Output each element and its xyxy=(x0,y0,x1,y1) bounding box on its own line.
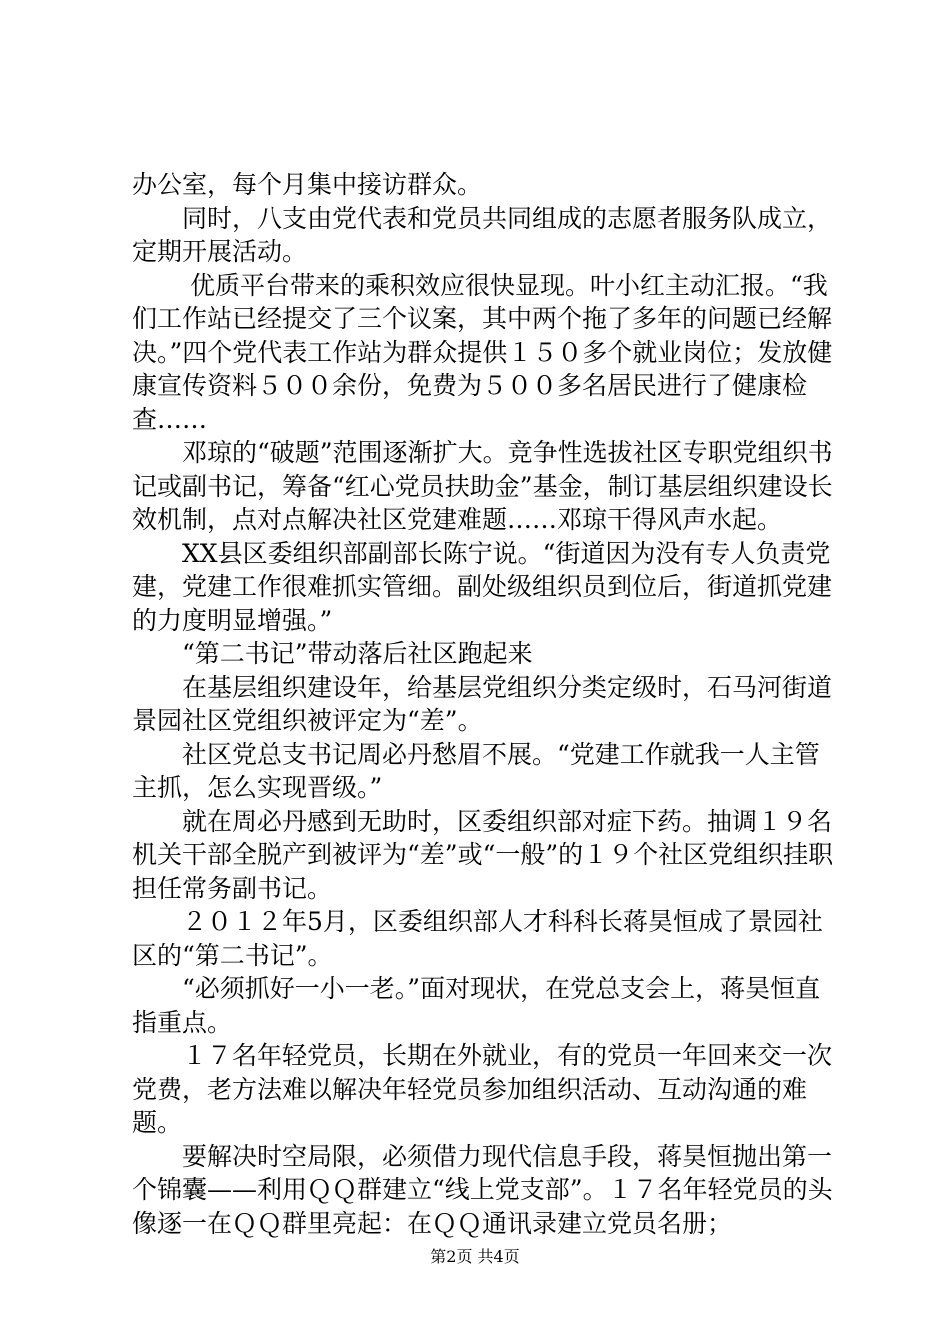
paragraph: 要解决时空局限，必须借力现代信息手段，蒋昊恒抛出第一个锦囊——利用ＱＱ群建立“线上党支部”。１７名年轻党员的头像逐一在ＱＱ群里亮起：在ＱＱ通讯录建立党员名册； xyxy=(132,1141,833,1238)
paragraph: 就在周必丹感到无助时，区委组织部对症下药。抽调１９名机关干部全脱产到被评为“差”或“一般”的１９个社区党组织挂职担任常务副书记。 xyxy=(132,806,834,903)
paragraph: 社区党总支书记周必丹愁眉不展。“党建工作就我一人主管主抓，怎么实现晋级。” xyxy=(132,739,820,802)
paragraph: 在基层组织建设年，给基层党组织分类定级时，石马河街道景园社区党组织被评定为“差”。 xyxy=(132,672,833,735)
paragraph: 办公室，每个月集中接访群众。 xyxy=(132,170,483,199)
paragraph: ２０１２年5月，区委组织部人才科科长蒋昊恒成了景园社区的“第二书记”。 xyxy=(132,907,823,970)
paragraph: “必须抓好一小一老。”面对现状，在党总支会上，蒋昊恒直指重点。 xyxy=(132,974,821,1037)
paragraph: 优质平台带来的乘积效应很快显现。叶小红主动汇报。“我们工作站已经提交了三个议案，其中两个拖了多年的问题已经解决。”四个党代表工作站为群众提供１５０多个就业岗位；发放健康宣传资料５００余份，免费为５００多名居民进行了健康检查…… xyxy=(132,270,833,434)
paragraph: １７名年轻党员，长期在外就业，有的党员一年回来交一次党费，老方法难以解决年轻党员参加组织活动、互动沟通的难题。 xyxy=(132,1041,833,1137)
paragraph: “第二书记”带动落后社区跑起来 xyxy=(132,639,533,668)
paragraph: 同时，八支由党代表和党员共同组成的志愿者服务队成立，定期开展活动。 xyxy=(132,203,833,266)
paragraph: XX县区委组织部副部长陈宁说。“街道因为没有专人负责党建，党建工作很难抓实管细。副处级组织员到位后，街道抓党建的力度明显增强。” xyxy=(132,538,833,635)
document-body xyxy=(132,168,838,1240)
paragraph: 邓琼的“破题”范围逐渐扩大。竞争性选拔社区专职党组织书记或副书记，筹备“红心党员扶助金”基金，制订基层组织建设长效机制，点对点解决社区党建难题……邓琼干得风声水起。 xyxy=(132,438,833,534)
page-footer: 第2页 共4页 xyxy=(430,1247,520,1266)
